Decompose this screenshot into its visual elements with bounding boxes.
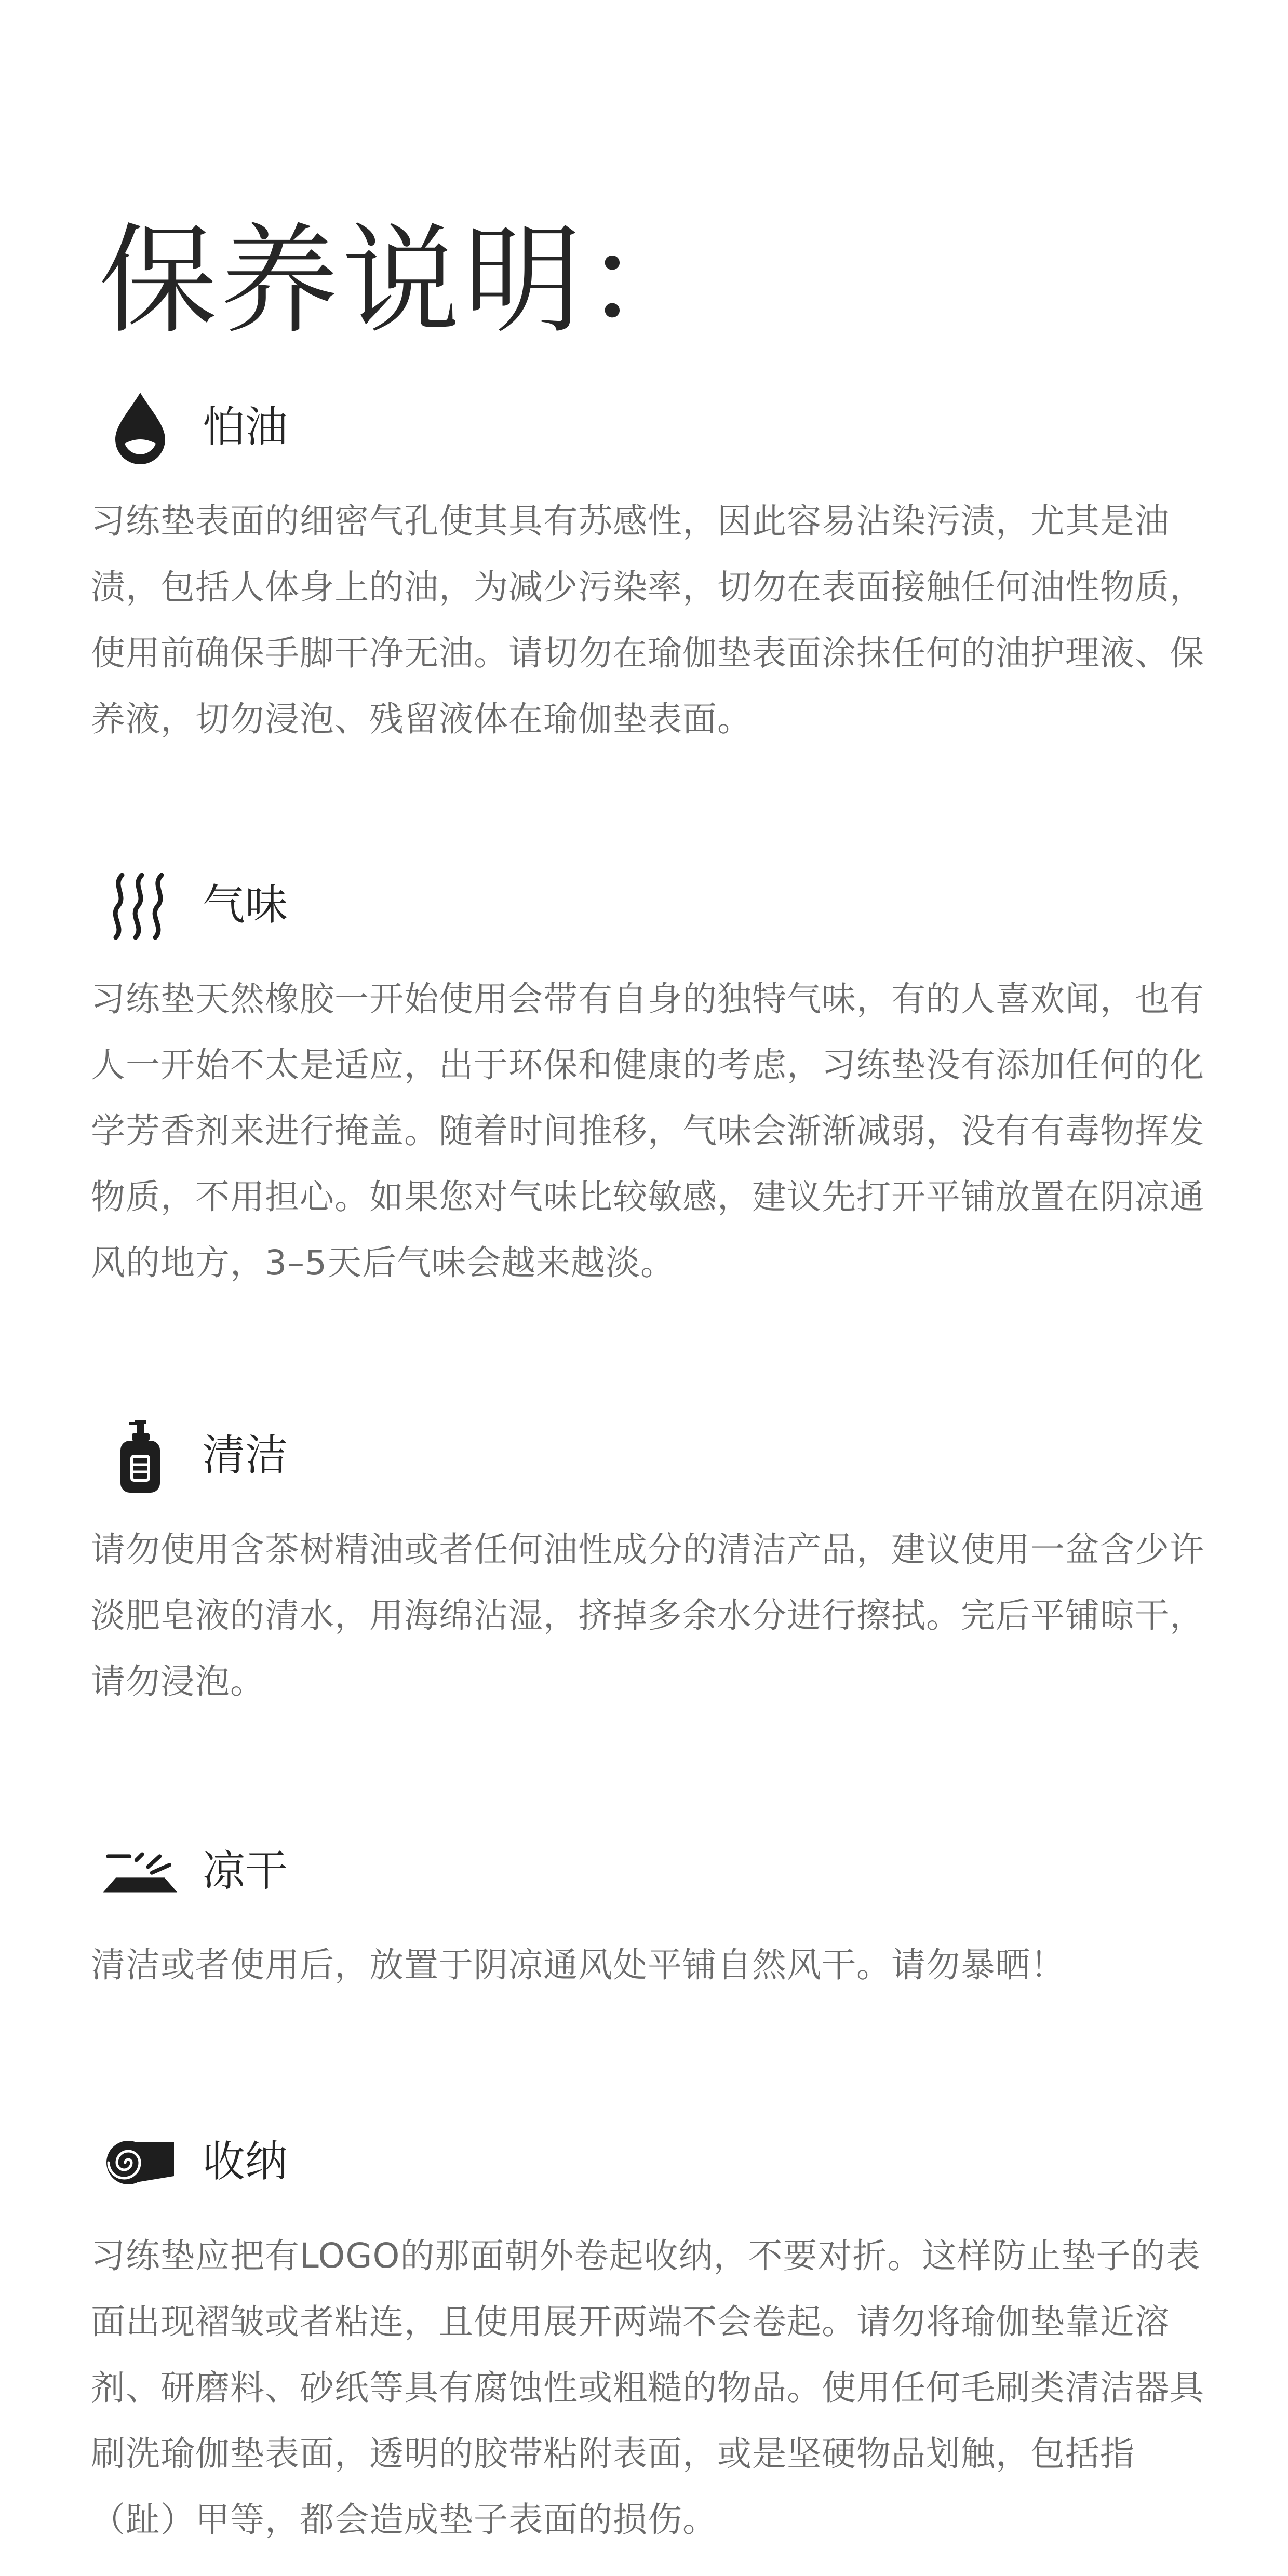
cleanser-bottle-icon [101,1413,179,1501]
section-title: 怕油 [203,403,288,452]
section-title: 清洁 [203,1431,288,1480]
section-odor [91,862,1208,1296]
section-header [91,1413,1208,1517]
section-header [91,2119,1208,2223]
oil-drop-icon [101,384,179,473]
rolled-mat-icon [101,2119,179,2207]
section-body: 请勿使用含茶树精油或者任何油性成分的清洁产品，建议使用一盆含少许淡肥皂液的清水，用海绵沾湿，挤掉多余水分进行擦拭。完后平铺晾干，请勿浸泡。 [91,1530,1204,1701]
section-cleaning [91,1413,1208,1714]
section-storage [91,2119,1208,2553]
page-title: 保养说明： [99,211,706,350]
odor-waves-icon [101,862,179,950]
section-body: 习练垫天然橡胶一开始使用会带有自身的独特气味，有的人喜欢闻，也有人一开始不太是适应，出于环保和健康的考虑，习练垫没有添加任何的化学芳香剂来进行掩盖。随着时间推移，气味会渐渐减弱，没有有毒物挥发物质，不用担心。如果您对气味比较敏感，建议先打开平铺放置在阴凉通风的地方，3–5天后气味会越来越淡。 [91,979,1204,1283]
section-body: 清洁或者使用后，放置于阴凉通风处平铺自然风干。请勿暴晒！ [91,1945,1065,1985]
air-dry-mat-icon [101,1828,179,1916]
section-header [91,862,1208,966]
section-oil [91,384,1208,752]
section-title: 收纳 [203,2137,288,2186]
section-body: 习练垫表面的细密气孔使其具有苏感性，因此容易沾染污渍，尤其是油渍，包括人体身上的油，为减少污染率，切勿在表面接触任何油性物质，使用前确保手脚干净无油。请切勿在瑜伽垫表面涂抹任何的油护理液、保养液，切勿浸泡、残留液体在瑜伽垫表面。 [91,501,1204,739]
section-header [91,1828,1208,1932]
section-drying [91,1828,1208,1998]
section-header [91,384,1208,488]
section-body: 习练垫应把有LOGO的那面朝外卷起收纳，不要对折。这样防止垫子的表面出现褶皱或者粘连，且使用展开两端不会卷起。请勿将瑜伽垫靠近溶剂、研磨料、砂纸等具有腐蚀性或粗糙的物品。使用任何毛刷类清洁器具刷洗瑜伽垫表面，透明的胶带粘附表面，或是坚硬物品划触，包括指（趾）甲等，都会造成垫子表面的损伤。 [91,2236,1204,2540]
section-title: 气味 [203,880,288,930]
section-title: 凉干 [203,1846,288,1896]
